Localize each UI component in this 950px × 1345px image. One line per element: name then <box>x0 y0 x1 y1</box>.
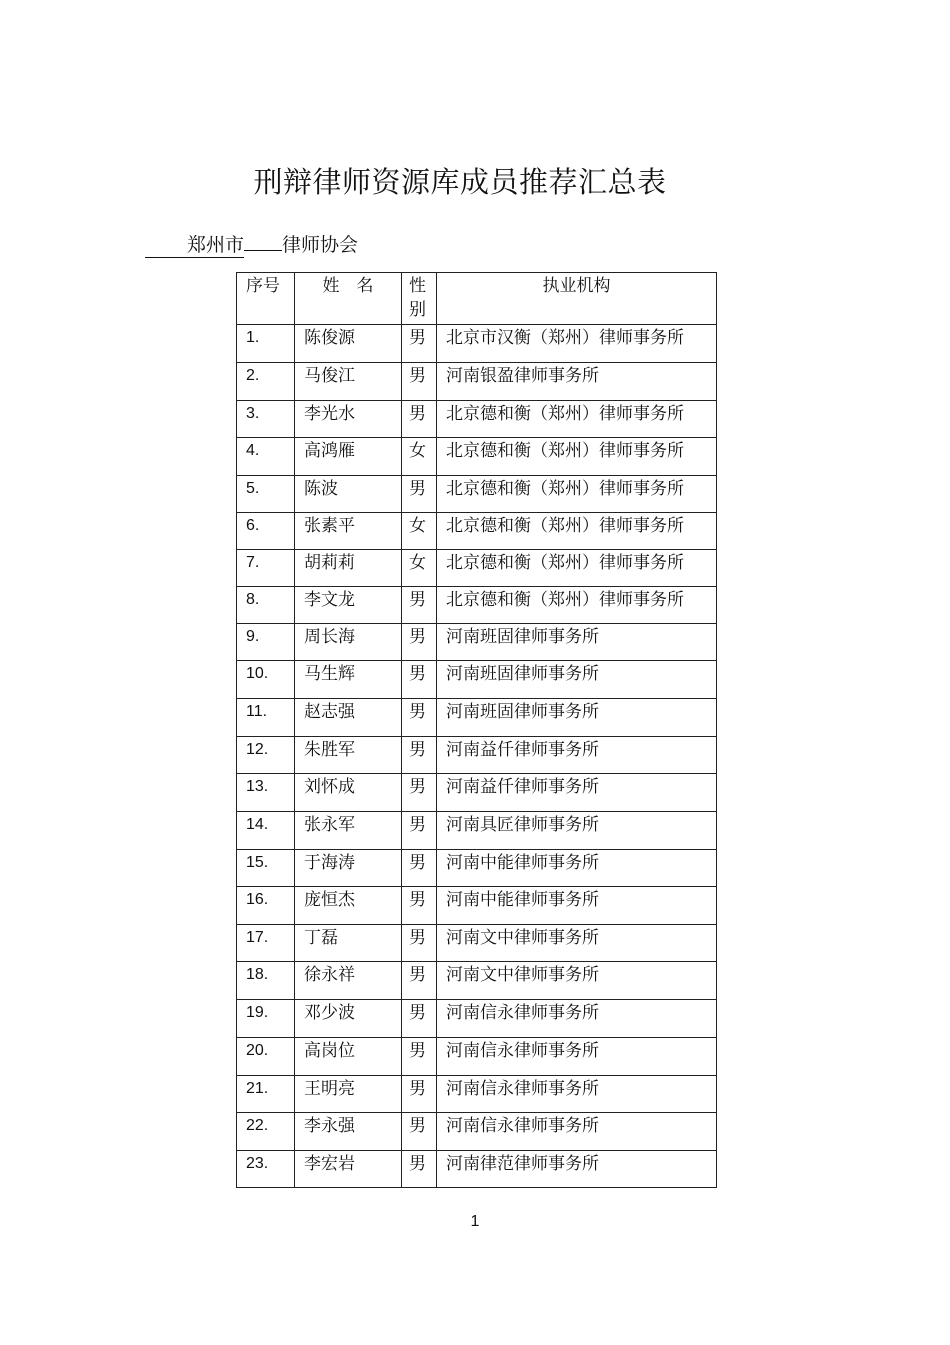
cell-gender: 女 <box>402 550 437 587</box>
cell-name: 马生辉 <box>295 661 402 699</box>
table-body <box>237 325 717 1188</box>
cell-firm: 河南信永律师事务所 <box>437 1038 717 1076</box>
cell-no: 17. <box>237 925 295 962</box>
cell-no: 9. <box>237 624 295 661</box>
cell-firm: 河南班固律师事务所 <box>437 661 717 699</box>
cell-gender: 男 <box>402 699 437 737</box>
cell-name: 刘怀成 <box>295 774 402 812</box>
cell-firm: 北京市汉衡（郑州）律师事务所 <box>437 325 717 363</box>
cell-gender: 男 <box>402 737 437 774</box>
cell-firm: 河南具匠律师事务所 <box>437 812 717 850</box>
page-number: 1 <box>470 1213 480 1230</box>
table-row <box>237 401 717 438</box>
table-row <box>237 699 717 737</box>
table-row <box>237 850 717 887</box>
cell-firm: 北京德和衡（郑州）律师事务所 <box>437 550 717 587</box>
cell-firm: 北京德和衡（郑州）律师事务所 <box>437 438 717 476</box>
cell-name: 张永军 <box>295 812 402 850</box>
table-row <box>237 887 717 925</box>
cell-no: 5. <box>237 476 295 513</box>
table-row <box>237 1151 717 1188</box>
cell-gender: 男 <box>402 1113 437 1151</box>
cell-gender: 女 <box>402 513 437 550</box>
cell-name: 胡莉莉 <box>295 550 402 587</box>
cell-gender: 男 <box>402 850 437 887</box>
cell-no: 11. <box>237 699 295 737</box>
table-row <box>237 774 717 812</box>
cell-no: 21. <box>237 1076 295 1113</box>
cell-name: 朱胜军 <box>295 737 402 774</box>
cell-firm: 河南班固律师事务所 <box>437 624 717 661</box>
table-row <box>237 438 717 476</box>
cell-gender: 男 <box>402 1038 437 1076</box>
table-row <box>237 661 717 699</box>
cell-no: 7. <box>237 550 295 587</box>
cell-firm: 河南中能律师事务所 <box>437 887 717 925</box>
association-suffix: 律师协会 <box>282 234 359 256</box>
cell-name: 李光水 <box>295 401 402 438</box>
cell-gender: 男 <box>402 624 437 661</box>
cell-no: 23. <box>237 1151 295 1188</box>
cell-name: 周长海 <box>295 624 402 661</box>
cell-no: 15. <box>237 850 295 887</box>
table-row <box>237 624 717 661</box>
cell-gender: 男 <box>402 325 437 363</box>
cell-no: 4. <box>237 438 295 476</box>
cell-gender: 男 <box>402 1151 437 1188</box>
cell-firm: 河南信永律师事务所 <box>437 1113 717 1151</box>
cell-name: 高鸿雁 <box>295 438 402 476</box>
table-row <box>237 1038 717 1076</box>
table-row <box>237 737 717 774</box>
cell-firm: 河南中能律师事务所 <box>437 850 717 887</box>
table-row <box>237 1076 717 1113</box>
header-gender-line2: 别 <box>409 300 426 320</box>
table-row <box>237 513 717 550</box>
cell-name: 陈波 <box>295 476 402 513</box>
cell-name: 陈俊源 <box>295 325 402 363</box>
cell-name: 高岗位 <box>295 1038 402 1076</box>
cell-firm: 北京德和衡（郑州）律师事务所 <box>437 513 717 550</box>
table-row <box>237 587 717 624</box>
cell-firm: 河南银盈律师事务所 <box>437 363 717 401</box>
cell-no: 12. <box>237 737 295 774</box>
cell-gender: 男 <box>402 1076 437 1113</box>
cell-no: 3. <box>237 401 295 438</box>
cell-gender: 男 <box>402 363 437 401</box>
cell-name: 于海涛 <box>295 850 402 887</box>
cell-firm: 河南班固律师事务所 <box>437 699 717 737</box>
table-row <box>237 1000 717 1038</box>
cell-gender: 男 <box>402 925 437 962</box>
header-no: 序号 <box>237 273 295 325</box>
cell-gender: 男 <box>402 1000 437 1038</box>
cell-gender: 男 <box>402 774 437 812</box>
association-line <box>145 230 358 258</box>
header-gender-line1: 性 <box>409 276 426 296</box>
cell-firm: 北京德和衡（郑州）律师事务所 <box>437 476 717 513</box>
recommendation-table <box>236 272 717 1188</box>
cell-gender: 男 <box>402 812 437 850</box>
cell-firm: 河南文中律师事务所 <box>437 962 717 1000</box>
cell-no: 22. <box>237 1113 295 1151</box>
cell-name: 邓少波 <box>295 1000 402 1038</box>
cell-no: 13. <box>237 774 295 812</box>
table-row <box>237 363 717 401</box>
cell-gender: 男 <box>402 962 437 1000</box>
cell-firm: 北京德和衡（郑州）律师事务所 <box>437 401 717 438</box>
page-title: 刑辩律师资源库成员推荐汇总表 <box>253 165 667 199</box>
cell-firm: 河南益仟律师事务所 <box>437 774 717 812</box>
cell-gender: 男 <box>402 587 437 624</box>
cell-no: 8. <box>237 587 295 624</box>
association-city: 郑州市 <box>145 230 244 258</box>
cell-no: 1. <box>237 325 295 363</box>
table-row <box>237 812 717 850</box>
cell-gender: 女 <box>402 438 437 476</box>
cell-name: 赵志强 <box>295 699 402 737</box>
cell-firm: 河南信永律师事务所 <box>437 1000 717 1038</box>
table-row <box>237 325 717 363</box>
cell-firm: 北京德和衡（郑州）律师事务所 <box>437 587 717 624</box>
table-row <box>237 962 717 1000</box>
cell-no: 19. <box>237 1000 295 1038</box>
cell-no: 18. <box>237 962 295 1000</box>
table-row <box>237 550 717 587</box>
cell-gender: 男 <box>402 401 437 438</box>
cell-no: 14. <box>237 812 295 850</box>
cell-firm: 河南文中律师事务所 <box>437 925 717 962</box>
cell-name: 马俊江 <box>295 363 402 401</box>
cell-name: 张素平 <box>295 513 402 550</box>
cell-name: 王明亮 <box>295 1076 402 1113</box>
header-gender <box>402 273 437 325</box>
header-firm: 执业机构 <box>437 273 717 325</box>
cell-gender: 男 <box>402 887 437 925</box>
cell-name: 丁磊 <box>295 925 402 962</box>
blank-underline <box>244 230 282 251</box>
table-row <box>237 476 717 513</box>
cell-name: 徐永祥 <box>295 962 402 1000</box>
cell-name: 李永强 <box>295 1113 402 1151</box>
cell-name: 庞恒杰 <box>295 887 402 925</box>
cell-name: 李文龙 <box>295 587 402 624</box>
cell-gender: 男 <box>402 661 437 699</box>
header-name: 姓 名 <box>295 273 402 325</box>
cell-gender: 男 <box>402 476 437 513</box>
cell-firm: 河南信永律师事务所 <box>437 1076 717 1113</box>
cell-no: 10. <box>237 661 295 699</box>
cell-no: 2. <box>237 363 295 401</box>
cell-no: 6. <box>237 513 295 550</box>
cell-firm: 河南律范律师事务所 <box>437 1151 717 1188</box>
cell-firm: 河南益仟律师事务所 <box>437 737 717 774</box>
cell-no: 20. <box>237 1038 295 1076</box>
table-row <box>237 1113 717 1151</box>
cell-name: 李宏岩 <box>295 1151 402 1188</box>
table-header-row <box>237 273 717 325</box>
cell-no: 16. <box>237 887 295 925</box>
table-row <box>237 925 717 962</box>
